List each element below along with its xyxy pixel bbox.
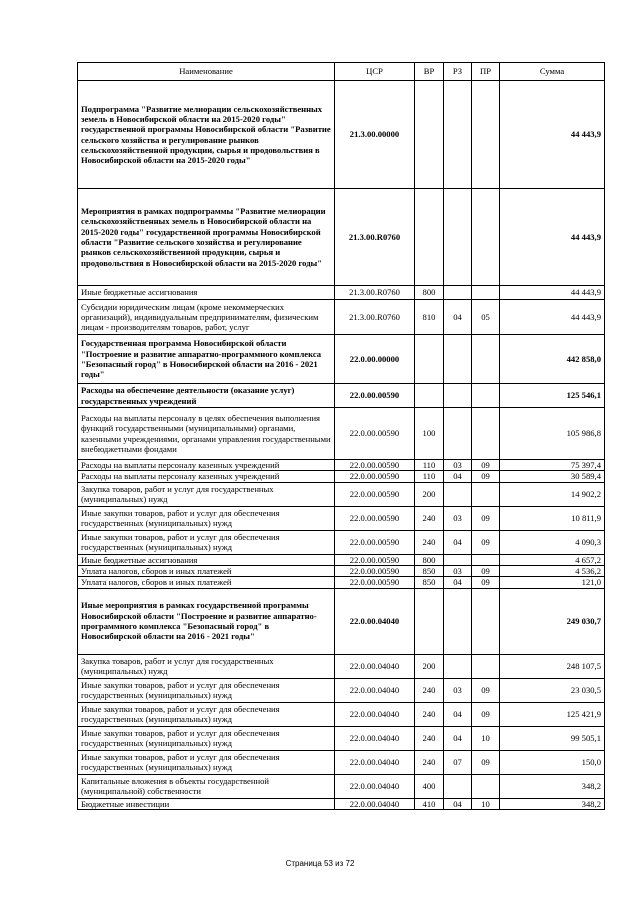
cell-vr: 240 xyxy=(415,702,444,726)
cell-vr xyxy=(415,335,444,384)
cell-vr: 810 xyxy=(415,300,444,335)
table-row xyxy=(78,471,605,482)
cell-rz: 04 xyxy=(444,530,472,554)
table-row xyxy=(78,654,605,678)
cell-sum: 121,0 xyxy=(500,577,605,588)
cell-pr xyxy=(472,588,500,654)
table-row xyxy=(78,286,605,300)
table-row xyxy=(78,300,605,335)
cell-vr: 240 xyxy=(415,750,444,774)
table-row xyxy=(78,565,605,576)
cell-csr: 22.0.00.04040 xyxy=(335,750,415,774)
cell-sum: 4 090,3 xyxy=(500,530,605,554)
cell-sum: 249 030,7 xyxy=(500,588,605,654)
cell-rz xyxy=(444,654,472,678)
cell-sum: 248 107,5 xyxy=(500,654,605,678)
cell-sum: 150,0 xyxy=(500,750,605,774)
table-row xyxy=(78,384,605,408)
header-rz: РЗ xyxy=(444,63,472,81)
table-row xyxy=(78,530,605,554)
cell-sum: 75 397,4 xyxy=(500,460,605,471)
cell-rz xyxy=(444,335,472,384)
cell-name: Иные закупки товаров, работ и услуг для обеспечения государственных (муниципальных) нужд xyxy=(78,678,335,702)
cell-csr: 22.0.00.00590 xyxy=(335,577,415,588)
cell-pr xyxy=(472,774,500,798)
cell-csr: 22.0.00.00590 xyxy=(335,482,415,506)
cell-name: Подпрограмма "Развитие мелиорации сельскохозяйственных земель в Новосибирской области на 2015-2020 годы" государственной программы Новосибирской области "Развитие сельского хозяйства и регулирование рынков сельскохозяйственной продукции, сырья и продовольствия в Новосибирской области на 2015-2020 годы" xyxy=(78,81,335,189)
table-row xyxy=(78,588,605,654)
cell-csr: 22.0.00.04040 xyxy=(335,726,415,750)
cell-pr xyxy=(472,654,500,678)
cell-name: Субсидии юридическим лицам (кроме некоммерческих организаций), индивидуальным предпринимателям, физическим лицам - производителям товаров, работ, услуг xyxy=(78,300,335,335)
cell-vr xyxy=(415,189,444,286)
cell-name: Иные закупки товаров, работ и услуг для обеспечения государственных (муниципальных) нужд xyxy=(78,530,335,554)
cell-rz: 04 xyxy=(444,577,472,588)
table-row xyxy=(78,726,605,750)
cell-csr: 22.0.00.00000 xyxy=(335,335,415,384)
cell-name: Закупка товаров, работ и услуг для государственных (муниципальных) нужд xyxy=(78,654,335,678)
cell-csr: 22.0.00.00590 xyxy=(335,460,415,471)
cell-csr: 22.0.00.00590 xyxy=(335,565,415,576)
table-row xyxy=(78,408,605,460)
cell-pr: 09 xyxy=(472,530,500,554)
cell-csr: 22.0.00.04040 xyxy=(335,678,415,702)
cell-rz: 03 xyxy=(444,565,472,576)
table-row xyxy=(78,81,605,189)
cell-vr: 240 xyxy=(415,506,444,530)
cell-pr: 09 xyxy=(472,678,500,702)
header-pr: ПР xyxy=(472,63,500,81)
cell-vr: 100 xyxy=(415,408,444,460)
cell-sum: 99 505,1 xyxy=(500,726,605,750)
cell-vr: 240 xyxy=(415,678,444,702)
cell-rz: 04 xyxy=(444,798,472,809)
cell-rz: 04 xyxy=(444,300,472,335)
cell-rz: 04 xyxy=(444,726,472,750)
table-row xyxy=(78,678,605,702)
cell-csr: 22.0.00.00590 xyxy=(335,384,415,408)
table-row xyxy=(78,460,605,471)
cell-vr: 240 xyxy=(415,726,444,750)
cell-vr: 410 xyxy=(415,798,444,809)
cell-pr xyxy=(472,384,500,408)
cell-sum: 44 443,9 xyxy=(500,300,605,335)
cell-sum: 4 657,2 xyxy=(500,554,605,565)
cell-name: Иные закупки товаров, работ и услуг для обеспечения государственных (муниципальных) нужд xyxy=(78,750,335,774)
cell-csr: 22.0.00.04040 xyxy=(335,774,415,798)
cell-csr: 22.0.00.00590 xyxy=(335,554,415,565)
cell-vr: 200 xyxy=(415,654,444,678)
table-row xyxy=(78,335,605,384)
cell-csr: 22.0.00.04040 xyxy=(335,654,415,678)
table-row xyxy=(78,189,605,286)
cell-rz xyxy=(444,384,472,408)
cell-pr xyxy=(472,482,500,506)
cell-sum: 105 986,8 xyxy=(500,408,605,460)
cell-vr: 400 xyxy=(415,774,444,798)
cell-sum: 125 421,9 xyxy=(500,702,605,726)
cell-csr: 21.3.00.R0760 xyxy=(335,300,415,335)
cell-vr: 110 xyxy=(415,460,444,471)
cell-pr: 09 xyxy=(472,460,500,471)
cell-vr: 850 xyxy=(415,577,444,588)
table-row xyxy=(78,702,605,726)
cell-rz xyxy=(444,588,472,654)
table-body xyxy=(78,81,605,810)
cell-name: Расходы на выплаты персоналу казенных учреждений xyxy=(78,471,335,482)
cell-name: Иные закупки товаров, работ и услуг для обеспечения государственных (муниципальных) нужд xyxy=(78,702,335,726)
cell-vr: 800 xyxy=(415,554,444,565)
cell-pr: 09 xyxy=(472,702,500,726)
cell-pr xyxy=(472,408,500,460)
cell-csr: 22.0.00.04040 xyxy=(335,798,415,809)
cell-csr: 21.3.00.00000 xyxy=(335,81,415,189)
cell-rz xyxy=(444,774,472,798)
cell-vr xyxy=(415,588,444,654)
cell-pr: 10 xyxy=(472,798,500,809)
table-row xyxy=(78,798,605,809)
cell-name: Иные закупки товаров, работ и услуг для обеспечения государственных (муниципальных) нужд xyxy=(78,506,335,530)
cell-vr: 200 xyxy=(415,482,444,506)
page-footer: Страница 53 из 72 xyxy=(285,859,355,868)
cell-sum: 23 030,5 xyxy=(500,678,605,702)
cell-csr: 22.0.00.00590 xyxy=(335,530,415,554)
budget-table xyxy=(77,62,605,810)
table-row xyxy=(78,774,605,798)
cell-name: Расходы на выплаты персоналу в целях обеспечения выполнения функций государственными (муниципальными) органами, казенными учреждениями, органами управления государственными внебюджетными фондами xyxy=(78,408,335,460)
cell-rz xyxy=(444,81,472,189)
header-csr: ЦСР xyxy=(335,63,415,81)
cell-sum: 44 443,9 xyxy=(500,286,605,300)
cell-sum: 442 858,0 xyxy=(500,335,605,384)
cell-pr xyxy=(472,189,500,286)
cell-pr xyxy=(472,81,500,189)
cell-pr: 09 xyxy=(472,565,500,576)
header-sum: Сумма xyxy=(500,63,605,81)
cell-sum: 348,2 xyxy=(500,774,605,798)
table-row xyxy=(78,577,605,588)
cell-vr xyxy=(415,384,444,408)
cell-vr: 850 xyxy=(415,565,444,576)
cell-pr xyxy=(472,286,500,300)
cell-name: Расходы на обеспечение деятельности (оказание услуг) государственных учреждений xyxy=(78,384,335,408)
cell-vr: 240 xyxy=(415,530,444,554)
cell-name: Закупка товаров, работ и услуг для государственных (муниципальных) нужд xyxy=(78,482,335,506)
table-row xyxy=(78,506,605,530)
cell-rz xyxy=(444,286,472,300)
cell-name: Иные бюджетные ассигнования xyxy=(78,286,335,300)
table-row xyxy=(78,750,605,774)
cell-csr: 22.0.00.00590 xyxy=(335,506,415,530)
cell-pr: 09 xyxy=(472,471,500,482)
header-vr: ВР xyxy=(415,63,444,81)
cell-csr: 21.3.00.R0760 xyxy=(335,189,415,286)
cell-sum: 348,2 xyxy=(500,798,605,809)
cell-vr: 110 xyxy=(415,471,444,482)
cell-rz: 03 xyxy=(444,678,472,702)
cell-name: Иные мероприятия в рамках государственной программы Новосибирской области "Построение и развитие аппаратно-программного комплекса "Безопасный город" в Новосибирской области на 2016 - 2021 годы" xyxy=(78,588,335,654)
cell-rz: 03 xyxy=(444,506,472,530)
header-name: Наименование xyxy=(78,63,335,81)
cell-pr: 05 xyxy=(472,300,500,335)
cell-name: Государственная программа Новосибирской области "Построение и развитие аппаратно-программного комплекса "Безопасный город" в Новосибирской области на 2016 - 2021 годы" xyxy=(78,335,335,384)
cell-vr xyxy=(415,81,444,189)
cell-name: Мероприятия в рамках подпрограммы "Развитие мелиорации сельскохозяйственных земель в Новосибирской области на 2015-2020 годы" государственной программы Новосибирской области "Развитие сельского хозяйства и регулирование рынков сельскохозяйственной продукции, сырья и продовольствия в Новосибирской области на 2015-2020 годы" xyxy=(78,189,335,286)
cell-name: Уплата налогов, сборов и иных платежей xyxy=(78,577,335,588)
cell-sum: 4 536,2 xyxy=(500,565,605,576)
cell-vr: 800 xyxy=(415,286,444,300)
cell-sum: 30 589,4 xyxy=(500,471,605,482)
cell-name: Уплата налогов, сборов и иных платежей xyxy=(78,565,335,576)
cell-sum: 44 443,9 xyxy=(500,81,605,189)
cell-name: Капитальные вложения в объекты государственной (муниципальной) собственности xyxy=(78,774,335,798)
cell-name: Иные бюджетные ассигнования xyxy=(78,554,335,565)
cell-rz: 03 xyxy=(444,460,472,471)
cell-pr xyxy=(472,554,500,565)
table-row xyxy=(78,482,605,506)
cell-rz: 04 xyxy=(444,702,472,726)
cell-pr xyxy=(472,335,500,384)
cell-name: Бюджетные инвестиции xyxy=(78,798,335,809)
cell-rz xyxy=(444,408,472,460)
cell-rz: 04 xyxy=(444,471,472,482)
cell-csr: 21.3.00.R0760 xyxy=(335,286,415,300)
cell-pr: 10 xyxy=(472,726,500,750)
cell-sum: 44 443,9 xyxy=(500,189,605,286)
table-header-row xyxy=(78,63,605,81)
cell-pr: 09 xyxy=(472,506,500,530)
cell-rz xyxy=(444,482,472,506)
cell-name: Расходы на выплаты персоналу казенных учреждений xyxy=(78,460,335,471)
cell-rz xyxy=(444,554,472,565)
cell-sum: 10 811,9 xyxy=(500,506,605,530)
cell-sum: 14 902,2 xyxy=(500,482,605,506)
cell-csr: 22.0.00.00590 xyxy=(335,408,415,460)
cell-pr: 09 xyxy=(472,577,500,588)
table-row xyxy=(78,554,605,565)
cell-sum: 125 546,1 xyxy=(500,384,605,408)
cell-csr: 22.0.00.00590 xyxy=(335,471,415,482)
cell-csr: 22.0.00.04040 xyxy=(335,702,415,726)
cell-name: Иные закупки товаров, работ и услуг для обеспечения государственных (муниципальных) нужд xyxy=(78,726,335,750)
cell-csr: 22.0.00.04040 xyxy=(335,588,415,654)
cell-pr: 09 xyxy=(472,750,500,774)
cell-rz xyxy=(444,189,472,286)
cell-rz: 07 xyxy=(444,750,472,774)
